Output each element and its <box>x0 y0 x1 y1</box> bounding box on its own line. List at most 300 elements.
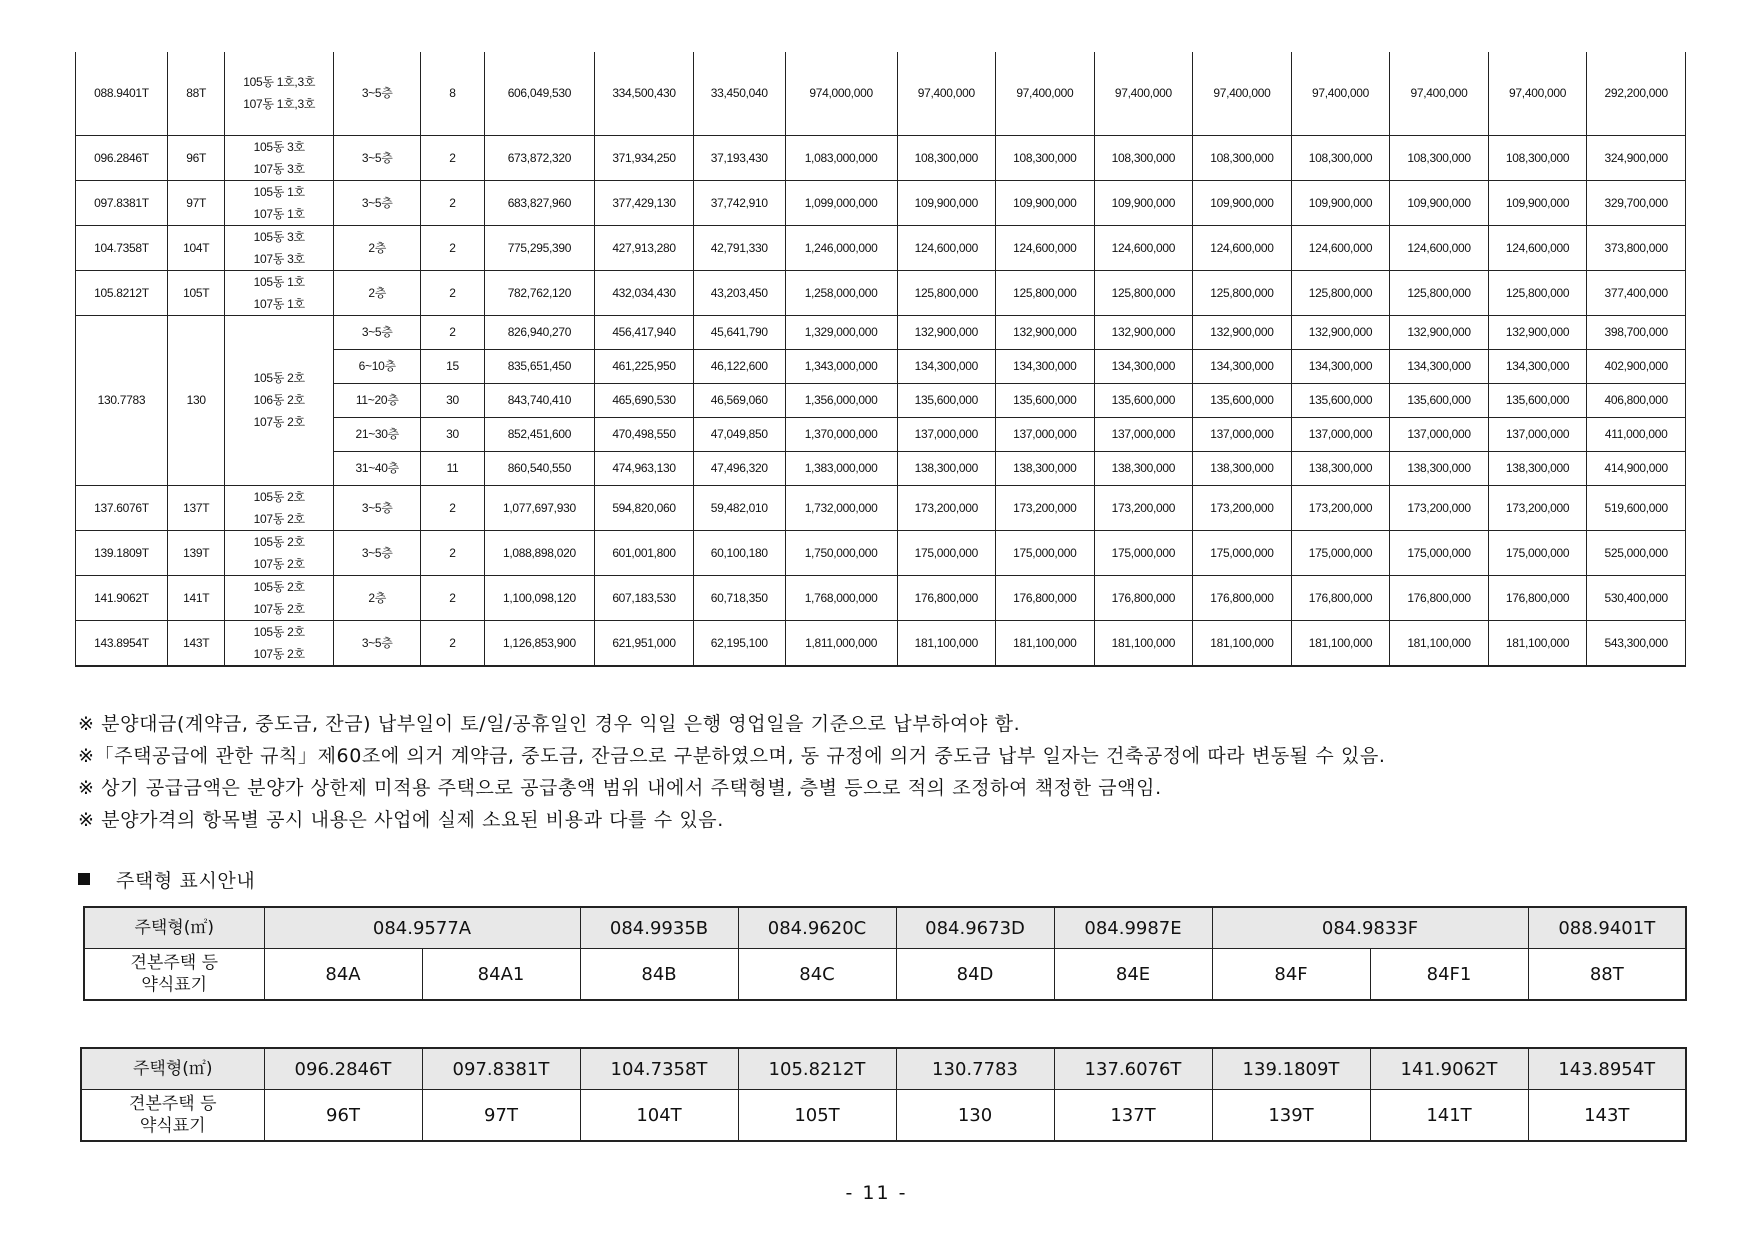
unit-line: 105동 2호 <box>253 371 305 385</box>
unit-line: 107동 2호 <box>253 601 305 616</box>
housing-type-cell: 141.9062T <box>76 575 168 620</box>
price-cell: 329,700,000 <box>1587 180 1686 225</box>
abbr-header-label <box>84 949 264 1001</box>
housing-type-cell: 137.6076T <box>1054 1048 1212 1090</box>
table-row <box>76 180 1686 225</box>
unit-line: 107동 2호 <box>253 556 305 571</box>
price-cell: 124,600,000 <box>1488 225 1587 270</box>
price-cell: 124,600,000 <box>1094 225 1193 270</box>
housing-type-cell: 084.9673D <box>896 907 1054 949</box>
price-cell: 175,000,000 <box>1094 530 1193 575</box>
price-cell: 1,750,000,000 <box>785 530 897 575</box>
price-cell: 46,122,600 <box>693 349 785 383</box>
price-cell: 543,300,000 <box>1587 620 1686 666</box>
abbr-cell: 84F1 <box>1370 949 1528 1001</box>
price-cell: 398,700,000 <box>1587 315 1686 349</box>
price-cell: 124,600,000 <box>1291 225 1390 270</box>
unit-cell <box>225 575 334 620</box>
price-cell: 860,540,550 <box>484 451 595 485</box>
price-cell: 109,900,000 <box>1488 180 1587 225</box>
price-cell: 176,800,000 <box>1488 575 1587 620</box>
floor-cell: 2층 <box>333 575 420 620</box>
price-cell: 132,900,000 <box>897 315 996 349</box>
unit-cell <box>225 180 334 225</box>
price-cell: 683,827,960 <box>484 180 595 225</box>
price-cell: 176,800,000 <box>1094 575 1193 620</box>
price-cell: 125,800,000 <box>897 270 996 315</box>
housing-type-cell: 088.9401T <box>1528 907 1686 949</box>
price-cell: 1,343,000,000 <box>785 349 897 383</box>
price-cell: 137,000,000 <box>1390 417 1489 451</box>
abbr-cell: 84C <box>738 949 896 1001</box>
unit-count-cell: 15 <box>421 349 484 383</box>
housing-type-cell: 139.1809T <box>76 530 168 575</box>
unit-line: 105동 1호,3호 <box>243 75 316 90</box>
abbr-cell: 96T <box>167 135 225 180</box>
price-cell: 108,300,000 <box>1488 135 1587 180</box>
price-cell: 334,500,430 <box>595 52 694 135</box>
price-cell: 1,258,000,000 <box>785 270 897 315</box>
price-cell: 1,246,000,000 <box>785 225 897 270</box>
supply-price-table <box>75 52 1686 667</box>
housing-type-cell: 104.7358T <box>580 1048 738 1090</box>
abbr-cell: 130 <box>167 315 225 485</box>
housing-type-cell: 097.8381T <box>422 1048 580 1090</box>
price-cell: 33,450,040 <box>693 52 785 135</box>
type-header-label: 주택형(㎡) <box>84 907 264 949</box>
price-cell: 138,300,000 <box>1488 451 1587 485</box>
housing-type-cell: 084.9987E <box>1054 907 1212 949</box>
table-row <box>76 575 1686 620</box>
price-cell: 132,900,000 <box>1094 315 1193 349</box>
price-cell: 173,200,000 <box>996 485 1095 530</box>
price-cell: 59,482,010 <box>693 485 785 530</box>
table-row <box>76 52 1686 135</box>
housing-type-cell: 084.9620C <box>738 907 896 949</box>
price-cell: 108,300,000 <box>1291 135 1390 180</box>
section-heading <box>78 866 255 893</box>
price-cell: 782,762,120 <box>484 270 595 315</box>
price-cell: 108,300,000 <box>1193 135 1292 180</box>
note-payment-schedule: ※「주택공급에 관한 규칙」제60조에 의거 계약금, 중도금, 잔금으로 구분하였으며, 동 규정에 의거 중도금 납부 일자는 건축공정에 따라 변동될 수 있음. <box>78 745 1386 767</box>
housing-type-cell: 143.8954T <box>76 620 168 666</box>
price-cell: 108,300,000 <box>1390 135 1489 180</box>
floor-cell: 6~10층 <box>333 349 420 383</box>
price-cell: 175,000,000 <box>1488 530 1587 575</box>
abbr-cell: 88T <box>1528 949 1686 1001</box>
table-row <box>76 225 1686 270</box>
abbr-cell: 84E <box>1054 949 1212 1001</box>
unit-count-cell: 8 <box>421 52 484 135</box>
unit-line: 105동 3호 <box>253 139 305 154</box>
abbr-cell: 137T <box>167 485 225 530</box>
price-cell: 1,088,898,020 <box>484 530 595 575</box>
unit-count-cell: 2 <box>421 575 484 620</box>
abbr-label-line1: 견본주택 등 <box>128 1094 217 1114</box>
floor-cell: 11~20층 <box>333 383 420 417</box>
price-cell: 124,600,000 <box>1390 225 1489 270</box>
price-cell: 465,690,530 <box>595 383 694 417</box>
floor-cell: 3~5층 <box>333 180 420 225</box>
abbr-cell: 130 <box>896 1090 1054 1142</box>
price-cell: 125,800,000 <box>1094 270 1193 315</box>
price-cell: 97,400,000 <box>1488 52 1587 135</box>
price-cell: 1,126,853,900 <box>484 620 595 666</box>
table-row <box>76 135 1686 180</box>
unit-cell <box>225 530 334 575</box>
price-cell: 1,077,697,930 <box>484 485 595 530</box>
unit-line: 106동 2호 <box>253 393 305 407</box>
price-cell: 138,300,000 <box>1291 451 1390 485</box>
abbr-label-line1: 견본주택 등 <box>130 953 218 973</box>
abbr-cell: 84D <box>896 949 1054 1001</box>
price-cell: 137,000,000 <box>1193 417 1292 451</box>
abbr-header-label <box>81 1090 264 1142</box>
price-cell: 324,900,000 <box>1587 135 1686 180</box>
price-cell: 132,900,000 <box>1488 315 1587 349</box>
price-cell: 135,600,000 <box>897 383 996 417</box>
price-cell: 371,934,250 <box>595 135 694 180</box>
floor-cell: 2층 <box>333 225 420 270</box>
abbr-cell: 104T <box>167 225 225 270</box>
price-cell: 47,496,320 <box>693 451 785 485</box>
housing-type-cell: 143.8954T <box>1528 1048 1686 1090</box>
price-cell: 373,800,000 <box>1587 225 1686 270</box>
price-cell: 1,383,000,000 <box>785 451 897 485</box>
price-cell: 134,300,000 <box>897 349 996 383</box>
price-cell: 377,400,000 <box>1587 270 1686 315</box>
housing-type-cell: 088.9401T <box>76 52 168 135</box>
housing-type-cell: 104.7358T <box>76 225 168 270</box>
price-cell: 109,900,000 <box>1094 180 1193 225</box>
price-cell: 137,000,000 <box>1291 417 1390 451</box>
unit-line: 107동 2호 <box>253 511 305 526</box>
price-cell: 181,100,000 <box>1094 620 1193 666</box>
price-cell: 181,100,000 <box>996 620 1095 666</box>
unit-count-cell: 11 <box>421 451 484 485</box>
floor-cell: 3~5층 <box>333 315 420 349</box>
housing-type-table-2 <box>80 1047 1687 1142</box>
price-cell: 109,900,000 <box>897 180 996 225</box>
unit-line: 107동 3호 <box>253 251 305 266</box>
abbr-cell: 84B <box>580 949 738 1001</box>
price-cell: 132,900,000 <box>1291 315 1390 349</box>
price-cell: 175,000,000 <box>897 530 996 575</box>
price-cell: 673,872,320 <box>484 135 595 180</box>
price-cell: 134,300,000 <box>996 349 1095 383</box>
price-cell: 138,300,000 <box>1094 451 1193 485</box>
price-cell: 175,000,000 <box>1291 530 1390 575</box>
notes-list <box>78 708 1698 836</box>
unit-count-cell: 2 <box>421 315 484 349</box>
unit-cell <box>225 52 334 135</box>
price-cell: 97,400,000 <box>1291 52 1390 135</box>
price-cell: 181,100,000 <box>897 620 996 666</box>
price-cell: 97,400,000 <box>996 52 1095 135</box>
abbr-cell: 84A1 <box>422 949 580 1001</box>
price-cell: 109,900,000 <box>1291 180 1390 225</box>
unit-line: 105동 1호 <box>253 184 305 199</box>
square-bullet-icon <box>78 873 90 885</box>
table-row <box>76 530 1686 575</box>
price-cell: 134,300,000 <box>1193 349 1292 383</box>
unit-cell <box>225 225 334 270</box>
housing-type-cell: 096.2846T <box>76 135 168 180</box>
unit-line: 107동 2호 <box>253 646 305 661</box>
unit-cell <box>225 485 334 530</box>
price-cell: 775,295,390 <box>484 225 595 270</box>
price-cell: 135,600,000 <box>1193 383 1292 417</box>
price-cell: 406,800,000 <box>1587 383 1686 417</box>
price-cell: 125,800,000 <box>1291 270 1390 315</box>
price-cell: 1,099,000,000 <box>785 180 897 225</box>
abbr-cell: 139T <box>1212 1090 1370 1142</box>
price-cell: 175,000,000 <box>996 530 1095 575</box>
price-cell: 135,600,000 <box>1488 383 1587 417</box>
abbr-cell: 105T <box>738 1090 896 1142</box>
table-row <box>76 270 1686 315</box>
price-cell: 852,451,600 <box>484 417 595 451</box>
price-cell: 173,200,000 <box>1193 485 1292 530</box>
price-cell: 826,940,270 <box>484 315 595 349</box>
unit-line: 107동 2호 <box>253 415 305 429</box>
floor-cell: 3~5층 <box>333 135 420 180</box>
floor-cell: 21~30층 <box>333 417 420 451</box>
unit-count-cell: 2 <box>421 530 484 575</box>
unit-line: 105동 3호 <box>253 229 305 244</box>
price-cell: 474,963,130 <box>595 451 694 485</box>
unit-line: 105동 1호 <box>253 274 305 289</box>
unit-line: 105동 2호 <box>253 579 305 594</box>
unit-count-cell: 30 <box>421 417 484 451</box>
price-cell: 137,000,000 <box>996 417 1095 451</box>
price-cell: 456,417,940 <box>595 315 694 349</box>
price-cell: 124,600,000 <box>897 225 996 270</box>
housing-type-cell: 097.8381T <box>76 180 168 225</box>
price-cell: 377,429,130 <box>595 180 694 225</box>
note-payment-date: ※ 분양대금(계약금, 중도금, 잔금) 납부일이 토/일/공휴일인 경우 익일 은행 영업일을 기준으로 납부하여야 함. <box>78 713 1021 735</box>
housing-type-cell: 084.9935B <box>580 907 738 949</box>
price-cell: 843,740,410 <box>484 383 595 417</box>
price-cell: 109,900,000 <box>996 180 1095 225</box>
price-cell: 607,183,530 <box>595 575 694 620</box>
unit-cell <box>225 135 334 180</box>
abbr-cell: 105T <box>167 270 225 315</box>
price-cell: 134,300,000 <box>1390 349 1489 383</box>
abbr-cell: 139T <box>167 530 225 575</box>
abbr-cell: 96T <box>264 1090 422 1142</box>
price-cell: 173,200,000 <box>897 485 996 530</box>
price-cell: 135,600,000 <box>1291 383 1390 417</box>
floor-cell: 3~5층 <box>333 530 420 575</box>
price-cell: 138,300,000 <box>1390 451 1489 485</box>
page-number: - 11 - <box>845 1182 908 1204</box>
price-cell: 97,400,000 <box>897 52 996 135</box>
price-cell: 60,718,350 <box>693 575 785 620</box>
price-cell: 108,300,000 <box>1094 135 1193 180</box>
housing-type-cell: 105.8212T <box>738 1048 896 1090</box>
price-cell: 427,913,280 <box>595 225 694 270</box>
price-cell: 97,400,000 <box>1390 52 1489 135</box>
unit-cell <box>225 315 334 485</box>
price-cell: 173,200,000 <box>1094 485 1193 530</box>
price-cell: 125,800,000 <box>996 270 1095 315</box>
abbr-cell: 97T <box>167 180 225 225</box>
unit-cell <box>225 270 334 315</box>
price-cell: 125,800,000 <box>1390 270 1489 315</box>
type-header-label: 주택형(㎡) <box>81 1048 264 1090</box>
price-cell: 132,900,000 <box>1390 315 1489 349</box>
price-cell: 134,300,000 <box>1291 349 1390 383</box>
price-cell: 432,034,430 <box>595 270 694 315</box>
price-cell: 97,400,000 <box>1193 52 1292 135</box>
abbr-cell: 88T <box>167 52 225 135</box>
unit-count-cell: 30 <box>421 383 484 417</box>
price-cell: 461,225,950 <box>595 349 694 383</box>
price-cell: 176,800,000 <box>1291 575 1390 620</box>
abbr-cell: 143T <box>1528 1090 1686 1142</box>
housing-type-cell: 084.9577A <box>264 907 580 949</box>
price-cell: 181,100,000 <box>1193 620 1292 666</box>
housing-type-cell: 130.7783 <box>76 315 168 485</box>
abbr-cell: 84F <box>1212 949 1370 1001</box>
price-cell: 132,900,000 <box>1193 315 1292 349</box>
floor-cell: 3~5층 <box>333 52 420 135</box>
price-cell: 181,100,000 <box>1291 620 1390 666</box>
price-cell: 176,800,000 <box>1193 575 1292 620</box>
floor-cell: 3~5층 <box>333 620 420 666</box>
table-row <box>76 620 1686 666</box>
price-cell: 134,300,000 <box>1488 349 1587 383</box>
housing-type-cell: 139.1809T <box>1212 1048 1370 1090</box>
price-cell: 1,329,000,000 <box>785 315 897 349</box>
unit-line: 107동 1호 <box>253 206 305 221</box>
abbr-cell: 84A <box>264 949 422 1001</box>
price-cell: 175,000,000 <box>1390 530 1489 575</box>
price-cell: 292,200,000 <box>1587 52 1686 135</box>
price-cell: 124,600,000 <box>996 225 1095 270</box>
price-cell: 45,641,790 <box>693 315 785 349</box>
price-cell: 519,600,000 <box>1587 485 1686 530</box>
price-cell: 109,900,000 <box>1390 180 1489 225</box>
unit-line: 107동 1호 <box>253 296 305 311</box>
price-cell: 1,370,000,000 <box>785 417 897 451</box>
price-cell: 176,800,000 <box>996 575 1095 620</box>
price-cell: 47,049,850 <box>693 417 785 451</box>
price-cell: 137,000,000 <box>1094 417 1193 451</box>
price-cell: 138,300,000 <box>897 451 996 485</box>
price-cell: 42,791,330 <box>693 225 785 270</box>
price-cell: 134,300,000 <box>1094 349 1193 383</box>
price-cell: 470,498,550 <box>595 417 694 451</box>
price-cell: 108,300,000 <box>996 135 1095 180</box>
price-cell: 175,000,000 <box>1193 530 1292 575</box>
price-cell: 1,811,000,000 <box>785 620 897 666</box>
abbr-cell: 143T <box>167 620 225 666</box>
price-cell: 97,400,000 <box>1094 52 1193 135</box>
price-cell: 173,200,000 <box>1291 485 1390 530</box>
unit-line: 105동 2호 <box>253 489 305 504</box>
price-cell: 132,900,000 <box>996 315 1095 349</box>
floor-cell: 3~5층 <box>333 485 420 530</box>
price-cell: 601,001,800 <box>595 530 694 575</box>
price-cell: 135,600,000 <box>1390 383 1489 417</box>
unit-count-cell: 2 <box>421 135 484 180</box>
abbr-label-line2: 약식표기 <box>141 975 208 995</box>
housing-type-cell: 105.8212T <box>76 270 168 315</box>
price-cell: 108,300,000 <box>897 135 996 180</box>
price-cell: 181,100,000 <box>1488 620 1587 666</box>
unit-line: 107동 3호 <box>253 161 305 176</box>
price-cell: 60,100,180 <box>693 530 785 575</box>
price-cell: 37,193,430 <box>693 135 785 180</box>
price-cell: 1,100,098,120 <box>484 575 595 620</box>
price-cell: 181,100,000 <box>1390 620 1489 666</box>
unit-count-cell: 2 <box>421 270 484 315</box>
price-cell: 43,203,450 <box>693 270 785 315</box>
price-cell: 137,000,000 <box>1488 417 1587 451</box>
price-cell: 1,768,000,000 <box>785 575 897 620</box>
unit-count-cell: 2 <box>421 485 484 530</box>
price-cell: 138,300,000 <box>1193 451 1292 485</box>
unit-line: 105동 2호 <box>253 624 305 639</box>
abbr-label-line2: 약식표기 <box>139 1116 206 1136</box>
price-cell: 135,600,000 <box>996 383 1095 417</box>
price-cell: 176,800,000 <box>897 575 996 620</box>
price-cell: 525,000,000 <box>1587 530 1686 575</box>
unit-count-cell: 2 <box>421 180 484 225</box>
housing-type-table-1 <box>83 906 1687 1001</box>
floor-cell: 31~40층 <box>333 451 420 485</box>
unit-line: 107동 1호,3호 <box>243 97 316 112</box>
abbr-cell: 141T <box>167 575 225 620</box>
price-cell: 109,900,000 <box>1193 180 1292 225</box>
table-row <box>76 315 1686 349</box>
housing-type-cell: 130.7783 <box>896 1048 1054 1090</box>
price-cell: 974,000,000 <box>785 52 897 135</box>
housing-type-cell: 137.6076T <box>76 485 168 530</box>
abbr-cell: 137T <box>1054 1090 1212 1142</box>
price-cell: 835,651,450 <box>484 349 595 383</box>
price-cell: 62,195,100 <box>693 620 785 666</box>
price-cell: 606,049,530 <box>484 52 595 135</box>
price-cell: 594,820,060 <box>595 485 694 530</box>
price-cell: 173,200,000 <box>1390 485 1489 530</box>
housing-type-cell: 141.9062T <box>1370 1048 1528 1090</box>
unit-line: 105동 2호 <box>253 534 305 549</box>
abbr-cell: 141T <box>1370 1090 1528 1142</box>
unit-count-cell: 2 <box>421 620 484 666</box>
price-cell: 1,083,000,000 <box>785 135 897 180</box>
unit-cell <box>225 620 334 666</box>
price-cell: 530,400,000 <box>1587 575 1686 620</box>
note-price-disclosure: ※ 분양가격의 항목별 공시 내용은 사업에 실제 소요된 비용과 다를 수 있음. <box>78 809 724 831</box>
price-cell: 37,742,910 <box>693 180 785 225</box>
housing-type-cell: 096.2846T <box>264 1048 422 1090</box>
price-cell: 138,300,000 <box>996 451 1095 485</box>
section-title-text: 주택형 표시안내 <box>116 870 256 892</box>
price-cell: 1,732,000,000 <box>785 485 897 530</box>
price-cell: 137,000,000 <box>897 417 996 451</box>
price-cell: 46,569,060 <box>693 383 785 417</box>
table-row <box>76 485 1686 530</box>
abbr-cell: 104T <box>580 1090 738 1142</box>
price-cell: 1,356,000,000 <box>785 383 897 417</box>
price-cell: 124,600,000 <box>1193 225 1292 270</box>
floor-cell: 2층 <box>333 270 420 315</box>
price-cell: 411,000,000 <box>1587 417 1686 451</box>
price-cell: 125,800,000 <box>1193 270 1292 315</box>
